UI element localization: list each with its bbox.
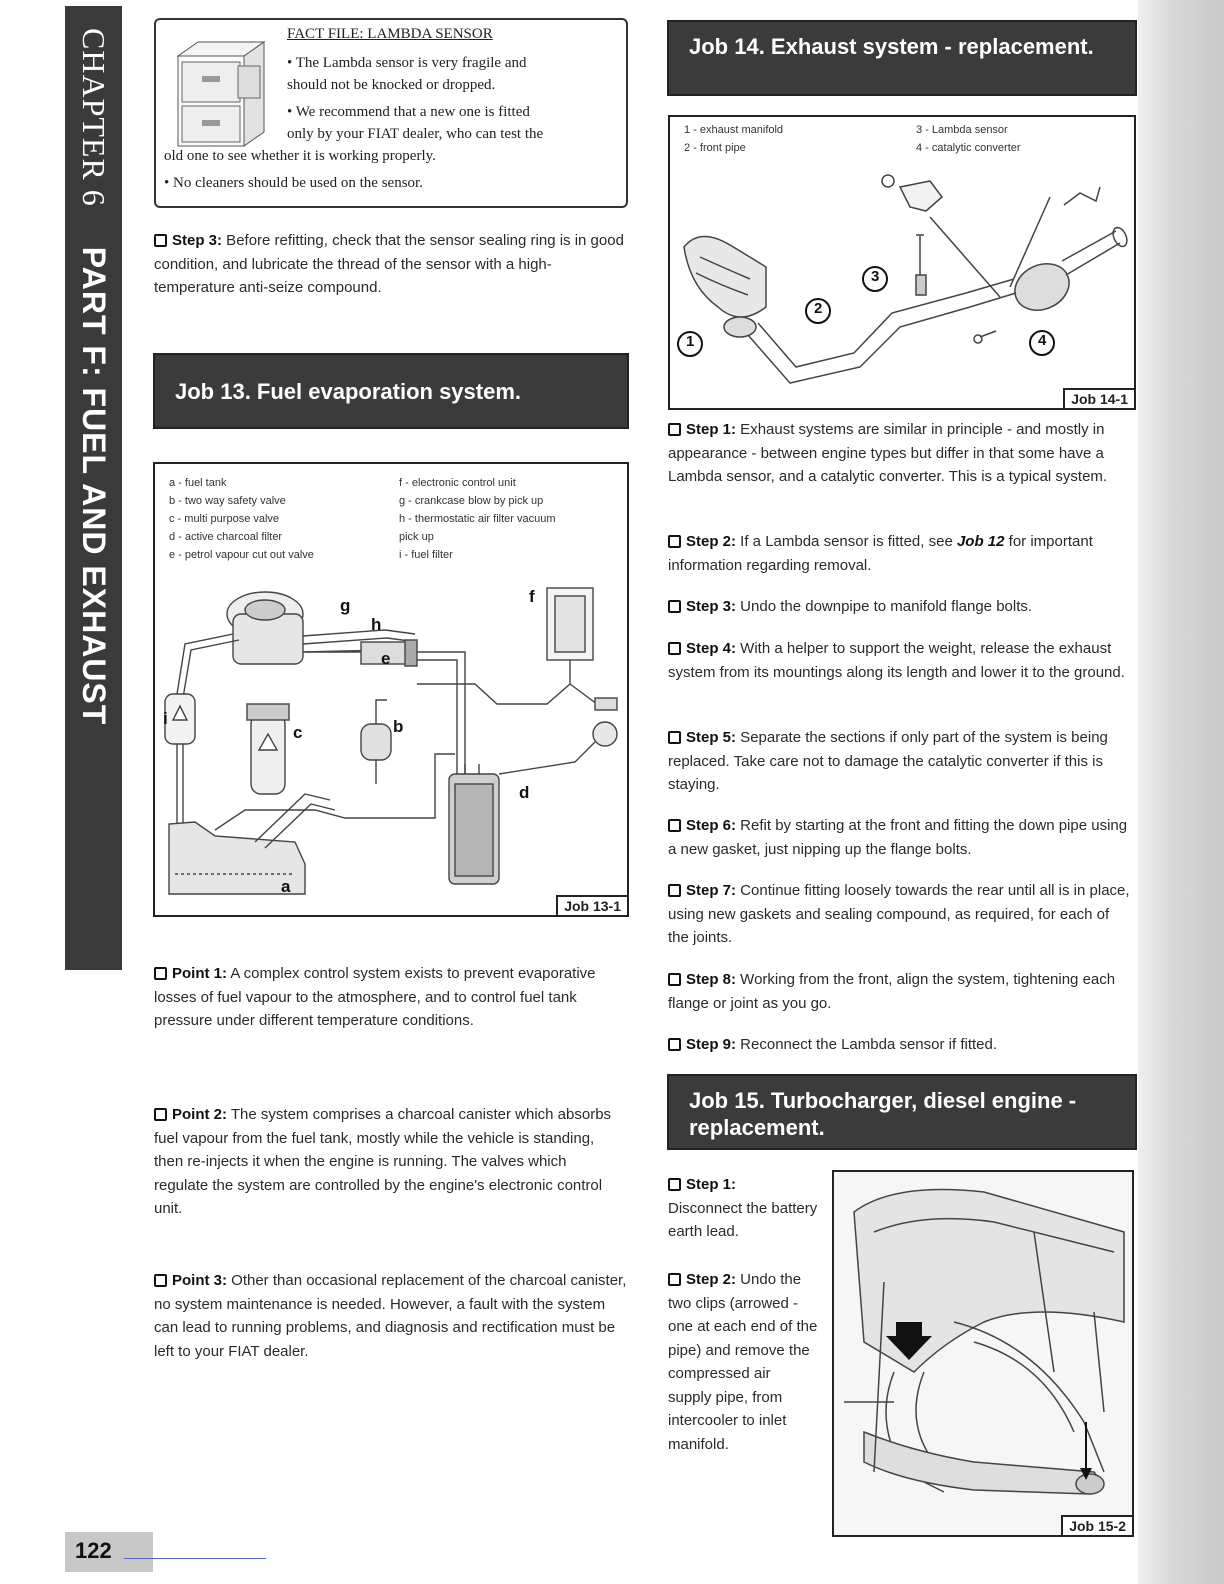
fig13-letter-h: h	[371, 615, 382, 634]
job14-step-5: Step 5: Separate the sections if only part of the system is being replaced. Take care not to damage the catalytic converter if this is staying.	[668, 729, 1108, 793]
figure-job-13-1	[153, 462, 629, 917]
fig13-label: Job 13-1	[556, 895, 629, 917]
fig13-letter-e: e	[381, 649, 391, 668]
checkbox-icon	[668, 884, 681, 897]
fig13-letter-f: f	[529, 587, 535, 606]
fig13-legend-right: f - electronic control unit g - crankcase blow by pick up h - thermostatic air filter vacuum pick up i - fuel filter	[399, 477, 556, 561]
fig13-letter-i: i	[163, 709, 168, 728]
chapter-sidebar-text	[65, 6, 122, 970]
fact-bullet-2-line-3: old one to see whether it is working properly.	[164, 148, 436, 164]
fact-bullet-2-line-2: only by your FIAT dealer, who can test the	[287, 126, 544, 142]
fig14-label: Job 14-1	[1063, 388, 1136, 410]
fact-file-box	[154, 18, 628, 208]
job14-step-8: Step 8: Working from the front, align the system, tightening each flange or joint as you go.	[668, 971, 1116, 1012]
job14-step-6: Step 6: Refit by starting at the front and fitting the down pipe using a new gasket, just nipping up the flange bolts.	[668, 817, 1128, 858]
fig13-letter-g: g	[340, 596, 351, 615]
fig14-callout-4: 4	[1038, 332, 1047, 349]
job15-step-1: Step 1: Disconnect the battery earth lead.	[668, 1176, 818, 1240]
fig14-callout-2: 2	[814, 300, 823, 317]
fuel-evaporation-diagram	[155, 574, 627, 914]
checkbox-icon	[668, 1273, 681, 1286]
fact-bullet-1-line-2: should not be knocked or dropped.	[287, 77, 496, 93]
checkbox-icon	[668, 1178, 681, 1191]
checkbox-icon	[154, 234, 167, 247]
checkbox-icon	[668, 973, 681, 986]
point-3: Point 3: Other than occasional replacement of the charcoal canister, no system maintenance is needed. However, a fault with the system can lead to running problems, and diagnosis and rectification must be left to your FIAT dealer.	[154, 1272, 627, 1360]
exhaust-system-diagram	[670, 157, 1134, 407]
point-1: Point 1: A complex control system exists to prevent evaporative losses of fuel vapour to the atmosphere, and to control fuel tank pressure under different temperature conditions.	[154, 965, 596, 1029]
checkbox-icon	[668, 423, 681, 436]
checkbox-icon	[154, 967, 167, 980]
job-13-title: Job 13. Fuel evaporation system.	[175, 379, 522, 404]
job14-step-3: Step 3: Undo the downpipe to manifold flange bolts.	[668, 595, 1130, 619]
checkbox-icon	[668, 535, 681, 548]
turbocharger-pipe-photo	[834, 1172, 1132, 1535]
checkbox-icon	[154, 1108, 167, 1121]
chapter-sidebar	[65, 6, 122, 970]
job-15-banner	[667, 1074, 1137, 1150]
job-12-reference: Job 12	[956, 533, 1005, 550]
checkbox-icon	[668, 600, 681, 613]
point-2: Point 2: The system comprises a charcoal canister which absorbs fuel vapour from the fuel tank, mostly while the vehicle is standing, then re-injects it when the engine is running. The valves which regulate the system are controlled by the engine's electronic control unit.	[154, 1106, 612, 1217]
fig14-legend-left: 1 - exhaust manifold 2 - front pipe	[684, 124, 784, 154]
fig13-legend-left: a - fuel tank b - two way safety valve c - multi purpose valve d - active charcoal filter e - petrol vapour cut out valve	[169, 477, 314, 561]
fig13-letter-d: d	[519, 783, 530, 802]
checkbox-icon	[668, 642, 681, 655]
chapter-label: CHAPTER 6	[76, 28, 112, 207]
job-13-banner	[153, 353, 629, 429]
fact-file-title: FACT FILE: LAMBDA SENSOR	[287, 26, 493, 42]
fact-bullet-1-line-1: • The Lambda sensor is very fragile and	[287, 55, 527, 71]
fig14-callout-3: 3	[871, 268, 880, 285]
job14-step-9: Step 9: Reconnect the Lambda sensor if fitted.	[668, 1033, 1128, 1057]
fig13-letter-c: c	[293, 723, 303, 742]
job14-step-2: Step 2: If a Lambda sensor is fitted, see Job 12 for important information regarding removal.	[668, 533, 1093, 574]
figure-job-15-2	[832, 1170, 1134, 1537]
fact-bullet-3: • No cleaners should be used on the sensor.	[164, 175, 423, 191]
checkbox-icon	[668, 1038, 681, 1051]
job-15-title: Job 15. Turbocharger, diesel engine - replacement.	[689, 1088, 1077, 1140]
job-14-title: Job 14. Exhaust system - replacement.	[689, 34, 1094, 59]
job-14-banner	[667, 20, 1137, 96]
page-number-tab	[65, 1532, 153, 1572]
filing-cabinet-icon	[174, 38, 270, 148]
fact-bullet-2-line-1: • We recommend that a new one is fitted	[287, 104, 530, 120]
job14-step-1: Step 1: Exhaust systems are similar in principle - and mostly in appearance - between engine types but differ in that some have a Lambda sensor, and a catalytic converter. This is a typical system.	[668, 421, 1108, 485]
fig13-letter-b: b	[393, 717, 404, 736]
figure-job-14-1	[668, 115, 1136, 410]
footer-rule	[124, 1558, 266, 1559]
checkbox-icon	[668, 819, 681, 832]
checkbox-icon	[668, 731, 681, 744]
checkbox-icon	[154, 1274, 167, 1287]
fig14-legend-right: 3 - Lambda sensor 4 - catalytic converter	[916, 124, 1021, 154]
fig13-letter-a: a	[281, 877, 291, 896]
page-edge-shadow	[1138, 0, 1224, 1584]
left-step-3: Step 3: Before refitting, check that the sensor sealing ring is in good condition, and lubricate the thread of the sensor with a high-temperature anti-seize compound.	[154, 232, 624, 296]
part-label: PART F: FUEL AND EXHAUST	[76, 246, 112, 726]
job14-step-7: Step 7: Continue fitting loosely towards the rear until all is in place, using new gaskets and sealing compound, as required, for each of the joints.	[668, 882, 1130, 946]
page-number: 122	[75, 1538, 112, 1563]
fig15-label: Job 15-2	[1061, 1515, 1134, 1537]
fig14-callout-1: 1	[686, 333, 695, 350]
job14-step-4: Step 4: With a helper to support the weight, release the exhaust system from its mountings along its length and lower it to the ground.	[668, 640, 1125, 681]
job15-step-2: Step 2: Undo the two clips (arrowed - one at each end of the pipe) and remove the compressed air supply pipe, from intercooler to inlet manifold.	[668, 1271, 818, 1453]
